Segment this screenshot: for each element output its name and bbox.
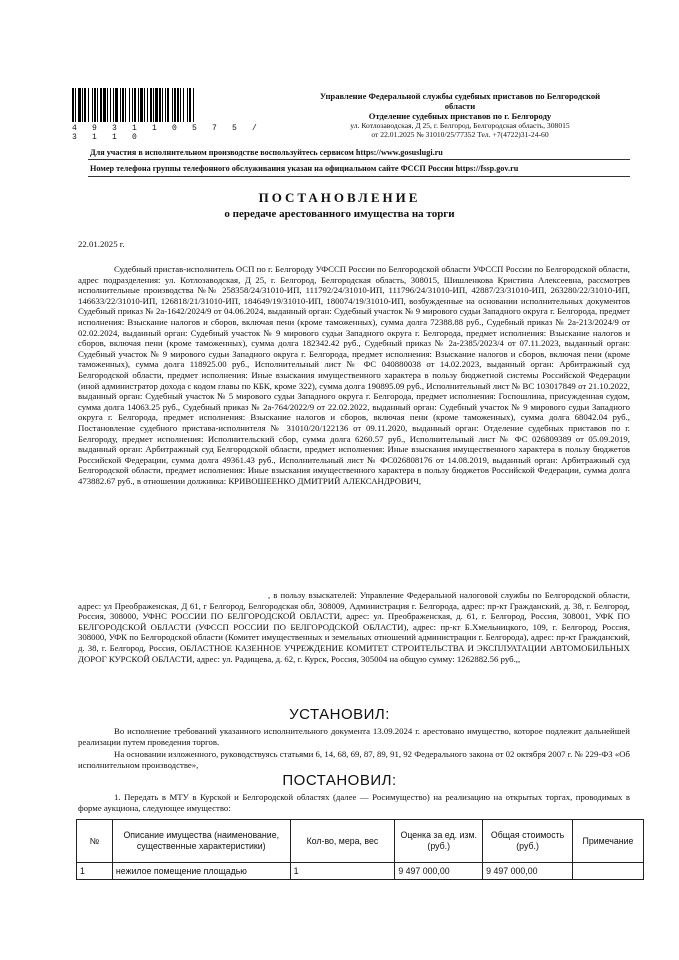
- col-unit-price: Оценка за ед. изм. (руб.): [395, 820, 483, 863]
- established-text-2: На основании изложенного, руководствуясь статьями 6, 14, 68, 69, 87, 89, 91, 92 Федерального закона от 02 октября 2007 г. № 229-ФЗ «Об исполнительном производстве»,: [78, 749, 630, 770]
- table-header-row: [77, 820, 644, 863]
- creditors-paragraph: [78, 590, 630, 664]
- divider: [88, 159, 630, 160]
- document-title: ПОСТАНОВЛЕНИЕ: [258, 190, 421, 205]
- phone-notice: Номер телефона группы телефонного обслуживания указан на официальном сайте ФССП России https://fssp.gov.ru: [90, 164, 519, 173]
- col-description: Описание имущества (наименование, существенные характеристики): [112, 820, 290, 863]
- cell-quantity: 1: [290, 863, 395, 880]
- resolved-text: 1. Передать в МТУ в Курской и Белгородской областях (далее — Росимущество) на реализацию на открытых торгах, проводимых в форме аукциона, следующее имущество:: [78, 792, 630, 813]
- intro-paragraph: [78, 264, 630, 486]
- org-address: ул. Котлозаводская, Д 25, г. Белгород, Белгородская область, 308015: [350, 121, 570, 130]
- established-heading: УСТАНОВИЛ:: [289, 706, 390, 723]
- cell-unit-price: 9 497 000,00: [395, 863, 483, 880]
- barcode-bar: [194, 88, 195, 122]
- col-number: №: [77, 820, 113, 863]
- document-subtitle: о передаче арестованного имущества на торги: [224, 208, 455, 220]
- cell-number: 1: [77, 863, 113, 880]
- resolved-heading: ПОСТАНОВИЛ:: [282, 772, 397, 789]
- gosuslugi-notice: Для участия в исполнительном производстве воспользуйтесь сервисом https://www.gosuslugi.ru: [90, 148, 443, 157]
- barcode-number: 4 9 3 1 1 0 5 7 5 / 3 1 1 0: [72, 124, 263, 142]
- established-paragraph-1: [78, 726, 630, 747]
- cell-description: нежилое помещение площадью: [112, 863, 290, 880]
- resolved-paragraph: [78, 792, 630, 813]
- barcode: [72, 88, 268, 122]
- organization-header: [290, 91, 630, 139]
- org-reference: от 22.01.2025 № 31010/25/77352 Тел. +7(4722)31-24-60: [371, 130, 549, 139]
- org-line-3: Отделение судебных приставов по г. Белгороду: [368, 111, 552, 121]
- org-line-2: области: [444, 101, 476, 111]
- table-row: [77, 863, 644, 880]
- org-line-1: Управление Федеральной службы судебных приставов по Белгородской: [319, 91, 601, 101]
- divider: [88, 176, 630, 177]
- col-note: Примечание: [573, 820, 644, 863]
- col-quantity: Кол-во, мера, вес: [290, 820, 395, 863]
- col-total: Общая стоимость (руб.): [483, 820, 573, 863]
- established-text-1: Во исполнение требований указанного исполнительного документа 13.09.2024 г. арестовано имущество, которое подлежит дальнейшей реализации путем проведения торгов.: [78, 726, 630, 747]
- document-date: 22.01.2025 г.: [78, 239, 125, 249]
- cell-note: [573, 863, 644, 880]
- intro-text: Судебный пристав-исполнитель ОСП по г. Белгороду УФССП России по Белгородской области УФССП России по Белгородской области, адрес подразделения: ул. Котлозаводская, Д 25, г. Белгород, Белгородская область, 308015, Шишленкова Кристина Алексеевна, рассмотрев исполнительные производства №№ 258358/24/31010-ИП, 111792/24/31010-ИП, 111796/24/31010-ИП, 42887/23/31010-ИП, 263280/22/31010-ИП, 146633/22/31010-ИП, 126818/21/31010-ИП, 184649/19/31010-ИП, 180074/19/31010-ИП, возбужденные на основании исполнительных документов Судебный приказ № 2а-1642/2024/9 от 04.06.2024, выданный орган: Судебный участок № 9 мирового судьи Западного округа г. Белгорода, предмет исполнения: Взыскание налогов и сборов, включая пени (кроме таможенных), сумма долга 72388.88 руб., Судебный приказ № 2а-213/2024/9 от 02.02.2024, выданный орган: Судебный участок № 9 мирового судьи Западного округа г. Белгорода, предмет исполнения: Взыскание налогов и сборов, включая пени (кроме таможенных), сумма долга 182342.42 руб., Судебный приказ № 2а-2385/2023/4 от 07.11.2023, выданный орган: Судебный участок № 9 мирового судьи Западного округа г. Белгорода, предмет исполнения: Взыскание налогов и сборов, включая пени (кроме таможенных), сумма долга 118925.00 руб., Исполнительный лист № ФС 040880038 от 14.02.2023, выданный орган: Арбитражный суд Белгородской области, предмет исполнения: Иные взыскания имущественного характера в пользу бюджетной системы Российской Федерации (иной администратор дохода с кодом главы по КБК, кроме 322), сумма долга 190895.09 руб., Исполнительный лист № ВС 103017849 от 21.10.2022, выданный орган: Судебный участок № 5 мирового судьи Западного округа г. Белгорода, предмет исполнения: Госпошлина, присужденная судом, сумма долга 14063.25 руб., Судебный приказ № 2а-764/2022/9 от 22.02.2022, выданный орган: Судебный участок № 9 мирового судьи Западного округа г. Белгорода, предмет исполнения: Взыскание налогов и сборов, включая пени (кроме таможенных), сумма долга 68042.04 руб., Постановление судебного пристава-исполнителя № 31010/20/122136 от 09.11.2020, выданный орган: Отделение судебных приставов по г. Белгороду, предмет исполнения: Исполнительский сбор, сумма долга 6260.57 руб., Исполнительный лист № ФС 026809389 от 05.09.2019, выданный орган: Арбитражный суд Белгородской области, предмет исполнения: Иные взыскания имущественного характера в пользу бюджетов Российской Федерации, сумма долга 49361.43 руб., Исполнительный лист № ФС026808176 от 14.08.2019, выданный орган: Арбитражный суд Белгородской области, предмет исполнения: Иные взыскания имущественного характера в пользу бюджетов Российской Федерации, сумма долга 473882.67 руб., в отношении должника: КРИВОШЕЕНКО ДМИТРИЙ АЛЕКСАНДРОВИЧ,: [78, 264, 630, 486]
- established-paragraph-2: [78, 749, 630, 770]
- property-table: [76, 819, 644, 880]
- cell-total: 9 497 000,00: [483, 863, 573, 880]
- creditors-text: , в пользу взыскателей: Управление Федеральной налоговой службы по Белгородской области, адрес: ул Преображенская, Д 61, г Белгород, Белгородская обл, 308009, Администрация г. Белгорода, адрес: пр-кт Гражданский, д. 38, г. Белгород, Россия, 308000, УФНС РОССИИ ПО БЕЛГОРОДСКОЙ ОБЛАСТИ, адрес: ул. Преображенская, д. 61, г. Белгород, Россия, 308001, УФК ПО БЕЛГОРОДСКОЙ ОБЛАСТИ (УФССП РОССИИ ПО БЕЛГОРОДСКОЙ ОБЛАСТИ), адрес: пр-кт Б.Хмельницкого, 109, г. Белгород, Россия, 308000, УФК по Белгородской области (Комитет имущественных и земельных отношений администрации г. Белгорода), адрес: пр-кт Гражданский, д. 38, г. Белгород, Россия, ОБЛАСТНОЕ КАЗЕННОЕ УЧРЕЖДЕНИЕ КОМИТЕТ СТРОИТЕЛЬСТВА И ЭКСПЛУАТАЦИИ АВТОМОБИЛЬНЫХ ДОРОГ КУРСКОЙ ОБЛАСТИ, адрес: ул. Радищева, д. 62, г. Курск, Россия, 305004 на общую сумму: 1262882.56 руб.,,: [78, 590, 630, 664]
